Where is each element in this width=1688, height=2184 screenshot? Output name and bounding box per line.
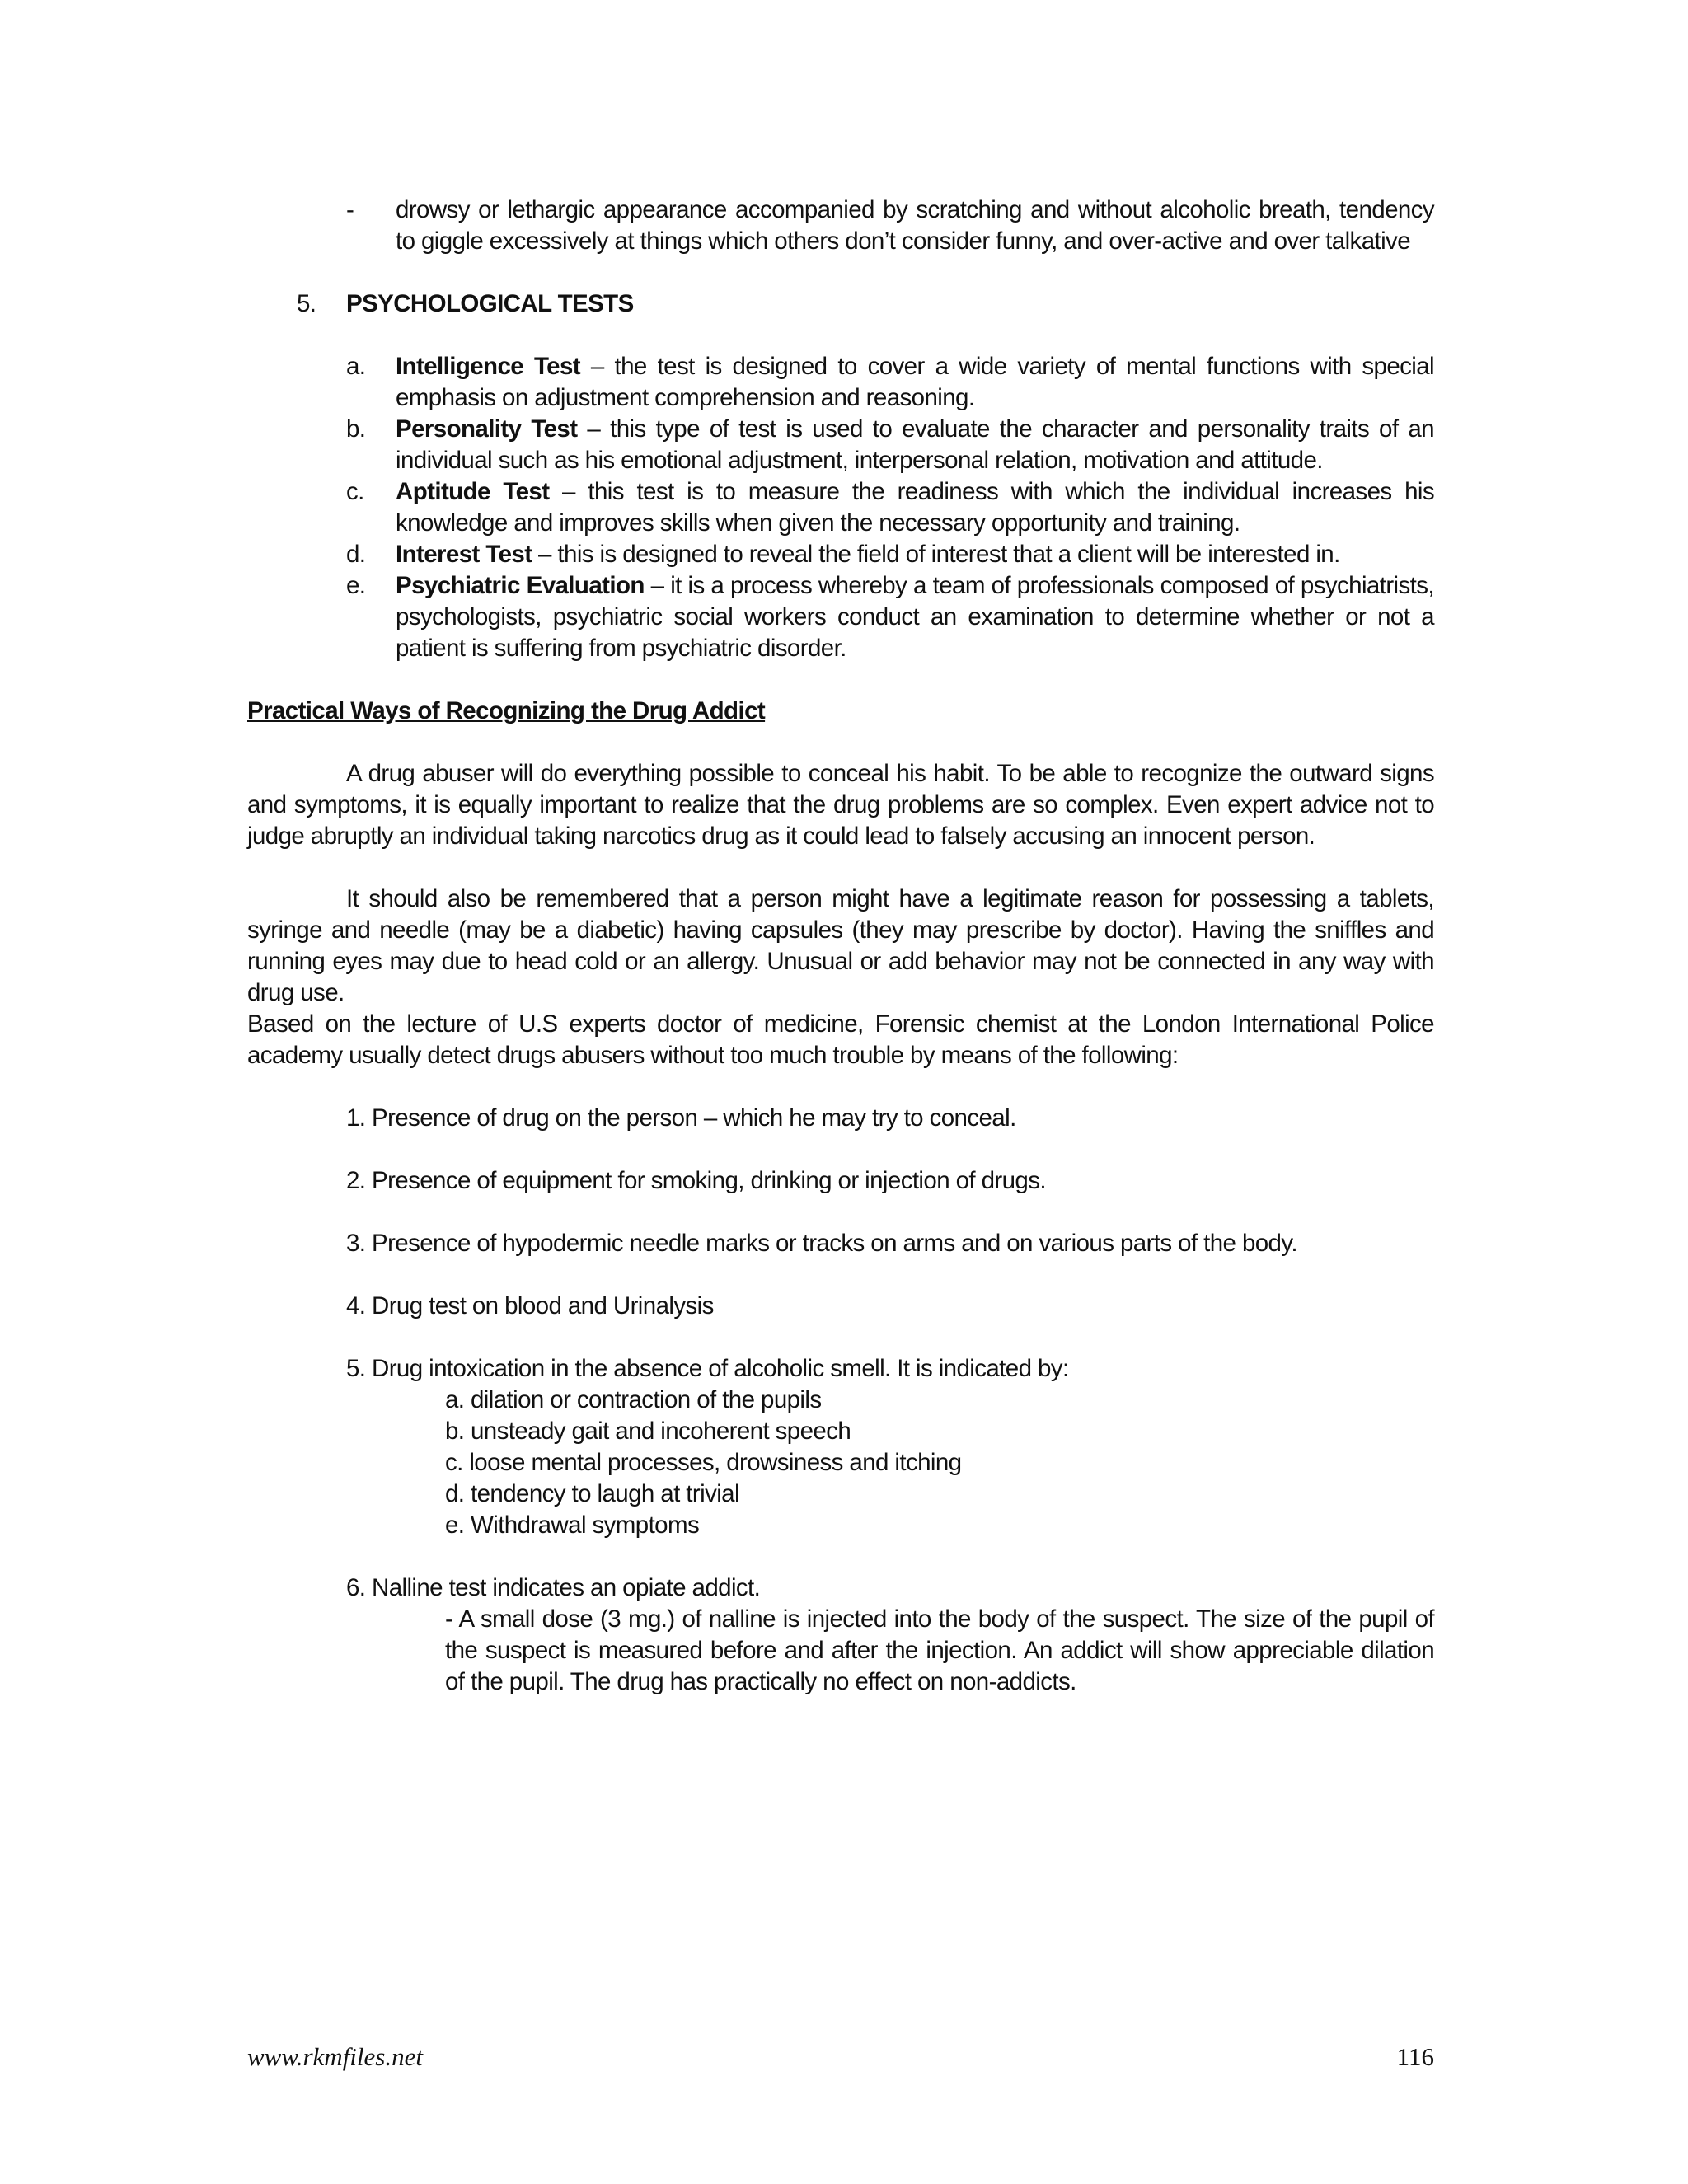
list-item <box>346 414 1434 476</box>
item-text <box>396 476 1434 539</box>
paragraph: Based on the lecture of U.S experts doctor of medicine, Forensic chemist at the London International Police academy usually detect drugs abusers without too much trouble by means of the following: <box>247 1010 1434 1069</box>
item-term: Intelligence Test <box>396 353 581 380</box>
numbered-item-group <box>346 1353 1434 1541</box>
list-item: e. Withdrawal symptoms <box>445 1511 700 1539</box>
item-description: – this type of test is used to evaluate the character and personality traits of an individual such as his emotional adjustment, interpersonal relation, motivation and attitude. <box>396 415 1434 474</box>
numbered-item: 2. Presence of equipment for smoking, drinking or injection of drugs. <box>346 1167 1046 1194</box>
page-footer <box>247 2042 1434 2072</box>
section-title: PSYCHOLOGICAL TESTS <box>346 290 634 317</box>
footer-url: www.rkmfiles.net <box>247 2042 423 2071</box>
list-item <box>346 539 1434 570</box>
section-heading <box>297 288 1434 320</box>
numbered-item-group <box>346 1572 1434 1698</box>
numbered-item: 6. Nalline test indicates an opiate addict. <box>346 1574 761 1601</box>
list-item: b. unsteady gait and incoherent speech <box>445 1418 851 1445</box>
item-text <box>396 539 1434 570</box>
indicator-list <box>445 1385 1434 1541</box>
numbered-item: 3. Presence of hypodermic needle marks or tracks on arms and on various parts of the body. <box>346 1230 1297 1257</box>
item-marker: e. <box>346 572 366 599</box>
page-body <box>247 194 1434 1698</box>
numbered-item: 4. Drug test on blood and Urinalysis <box>346 1292 714 1319</box>
list-item <box>346 570 1434 664</box>
numbered-item: 5. Drug intoxication in the absence of alcoholic smell. It is indicated by: <box>346 1355 1069 1382</box>
item-text <box>396 570 1434 664</box>
item-term: Psychiatric Evaluation <box>396 572 645 599</box>
item-text <box>396 351 1434 414</box>
subheading: Practical Ways of Recognizing the Drug Addict <box>247 697 766 724</box>
list-item: c. loose mental processes, drowsiness and itching <box>445 1449 962 1476</box>
bullet-text: drowsy or lethargic appearance accompanied by scratching and without alcoholic breath, tendency to giggle excessively at things which others don’t consider funny, and over-active and over talkative <box>396 196 1434 255</box>
list-item: d. tendency to laugh at trivial <box>445 1480 739 1507</box>
test-list <box>346 351 1434 664</box>
item-description: – this test is to measure the readiness with which the individual increases his knowledge and improves skills when given the necessary opportunity and training. <box>396 478 1435 537</box>
item-description: – it is a process whereby a team of professionals composed of psychiatrists, psychologists, psychiatric social workers conduct an examination to determine whether or not a patient is suffering from psychiatric disorder. <box>396 572 1434 662</box>
item-marker: a. <box>346 353 366 380</box>
item-marker: d. <box>346 541 366 568</box>
item-marker: b. <box>346 415 366 443</box>
item-text <box>396 414 1434 476</box>
numbered-item: 1. Presence of drug on the person – which he may try to conceal. <box>346 1104 1016 1132</box>
item-term: Personality Test <box>396 415 578 443</box>
item-description: – the test is designed to cover a wide variety of mental functions with special emphasis on adjustment comprehension and reasoning. <box>396 353 1434 411</box>
list-item <box>346 476 1434 539</box>
intro-bullet <box>346 194 1434 257</box>
item-term: Aptitude Test <box>396 478 550 505</box>
item-term: Interest Test <box>396 541 532 568</box>
item-marker: c. <box>346 478 364 505</box>
paragraph: It should also be remembered that a person might have a legitimate reason for possessing a tablets, syringe and needle (may be a diabetic) having capsules (they may prescribe by doctor). Having the sniffles and running eyes may due to head cold or an allergy. Unusual or add behavior may not be connected in any way with drug use. <box>247 885 1434 1006</box>
list-item <box>346 351 1434 414</box>
bullet-marker: - <box>346 196 354 223</box>
section-number: 5. <box>297 290 316 317</box>
page-number: 116 <box>1396 2042 1434 2071</box>
nalline-note: - A small dose (3 mg.) of nalline is injected into the body of the suspect. The size of the pupil of the suspect is measured before and after the injection. An addict will show appreciable dilation of the pupil. The drug has practically no effect on non-addicts. <box>445 1605 1434 1695</box>
paragraph: A drug abuser will do everything possible to conceal his habit. To be able to recognize the outward signs and symptoms, it is equally important to realize that the drug problems are so complex. Even expert advice not to judge abruptly an individual taking narcotics drug as it could lead to falsely accusing an innocent person. <box>247 760 1434 850</box>
list-item: a. dilation or contraction of the pupils <box>445 1386 822 1413</box>
item-description: – this is designed to reveal the field of interest that a client will be interested in. <box>532 541 1340 568</box>
